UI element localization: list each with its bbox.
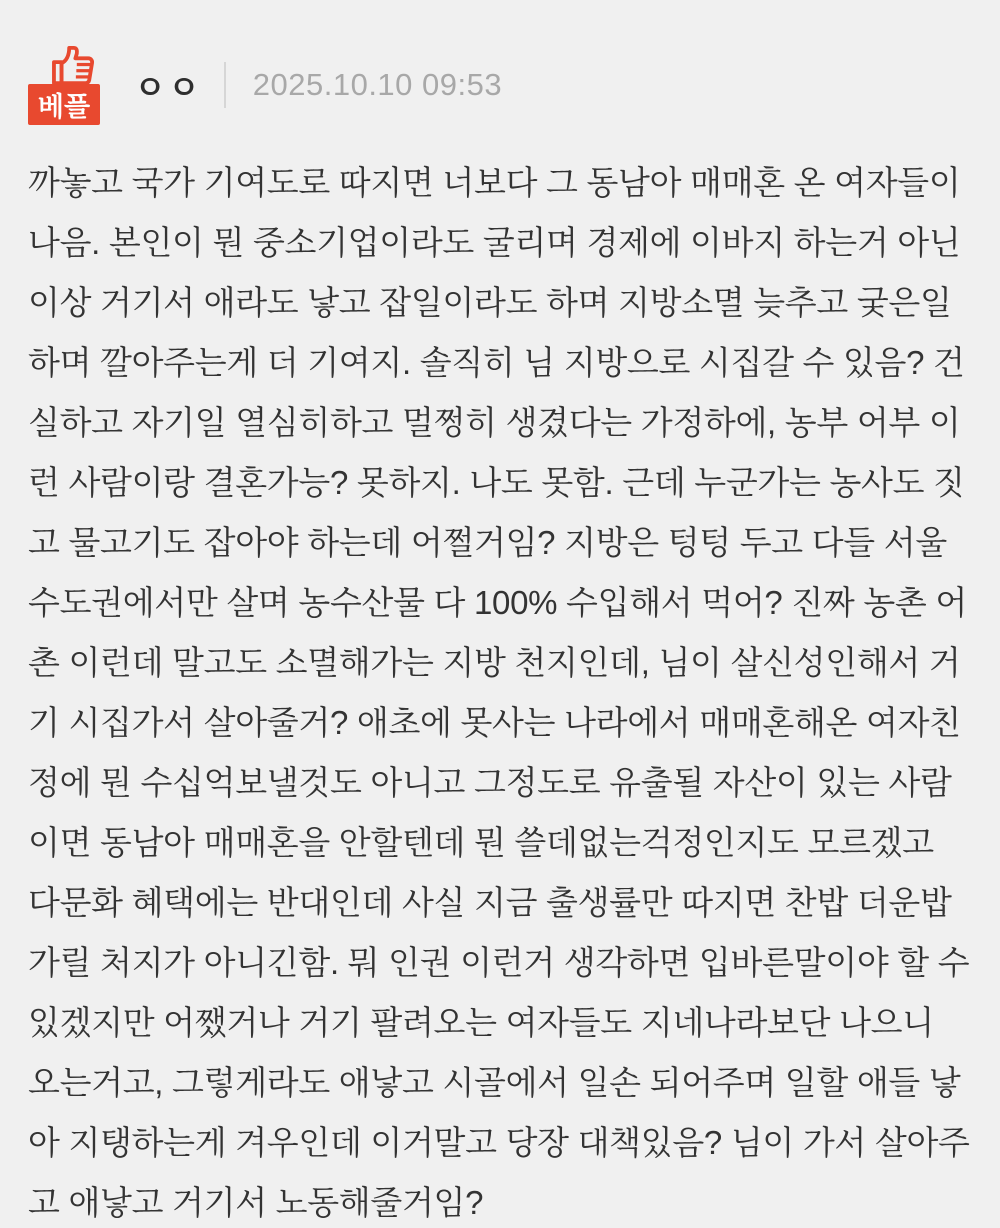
timestamp: 2025.10.10 09:53	[252, 67, 503, 102]
comment-header	[28, 44, 972, 126]
best-reply-badge	[28, 45, 100, 125]
best-reply-badge-label: 베플	[28, 84, 100, 125]
author-name: ㅇㅇ	[134, 68, 202, 106]
thumbs-up-icon	[50, 45, 96, 85]
header-divider	[224, 62, 226, 108]
comment-body-text: 까놓고 국가 기여도로 따지면 너보다 그 동남아 매매혼 온 여자들이 나음. 본인이 뭔 중소기업이라도 굴리며 경제에 이바지 하는거 아닌 이상 거기서 애라도 낳고 잡일이라도 하며 지방소멸 늦추고 궂은일 하며 깔아주는게 더 기여지. 솔직히 님 지방으로 시집갈 수 있음? 건실하고 자기일 열심히하고 멀쩡히 생겼다는 가정하에, 농부 어부 이런 사람이랑 결혼가능? 못하지. 나도 못함. 근데 누군가는 농사도 짓고 물고기도 잡아야 하는데 어쩔거임? 지방은 텅텅 두고 다들 서울 수도권에서만 살며 농수산물 다 100% 수입해서 먹어? 진짜 농촌 어촌 이런데 말고도 소멸해가는 지방 천지인데, 님이 살신성인해서 거기 시집가서 살아줄거? 애초에 못사는 나라에서 매매혼해온 여자친정에 뭔 수십억보낼것도 아니고 그정도로 유출될 자산이 있는 사람이면 동남아 매매혼을 안할텐데 뭔 쓸데없는걱정인지도 모르겠고 다문화 혜택에는 반대인데 사실 지금 출생률만 따지면 찬밥 더운밥 가릴 처지가 아니긴함. 뭐 인권 이런거 생각하면 입바른말이야 할 수 있겠지만 어쨌거나 거기 팔려오는 여자들도 지네나라보단 나으니 오는거고, 그렇게라도 애낳고 시골에서 일손 되어주며 일할 애들 낳아 지탱하는게 겨우인데 이거말고 당장 대책있음? 님이 가서 살아주고 애낳고 거기서 노동해줄거임?	[28, 164, 970, 1221]
